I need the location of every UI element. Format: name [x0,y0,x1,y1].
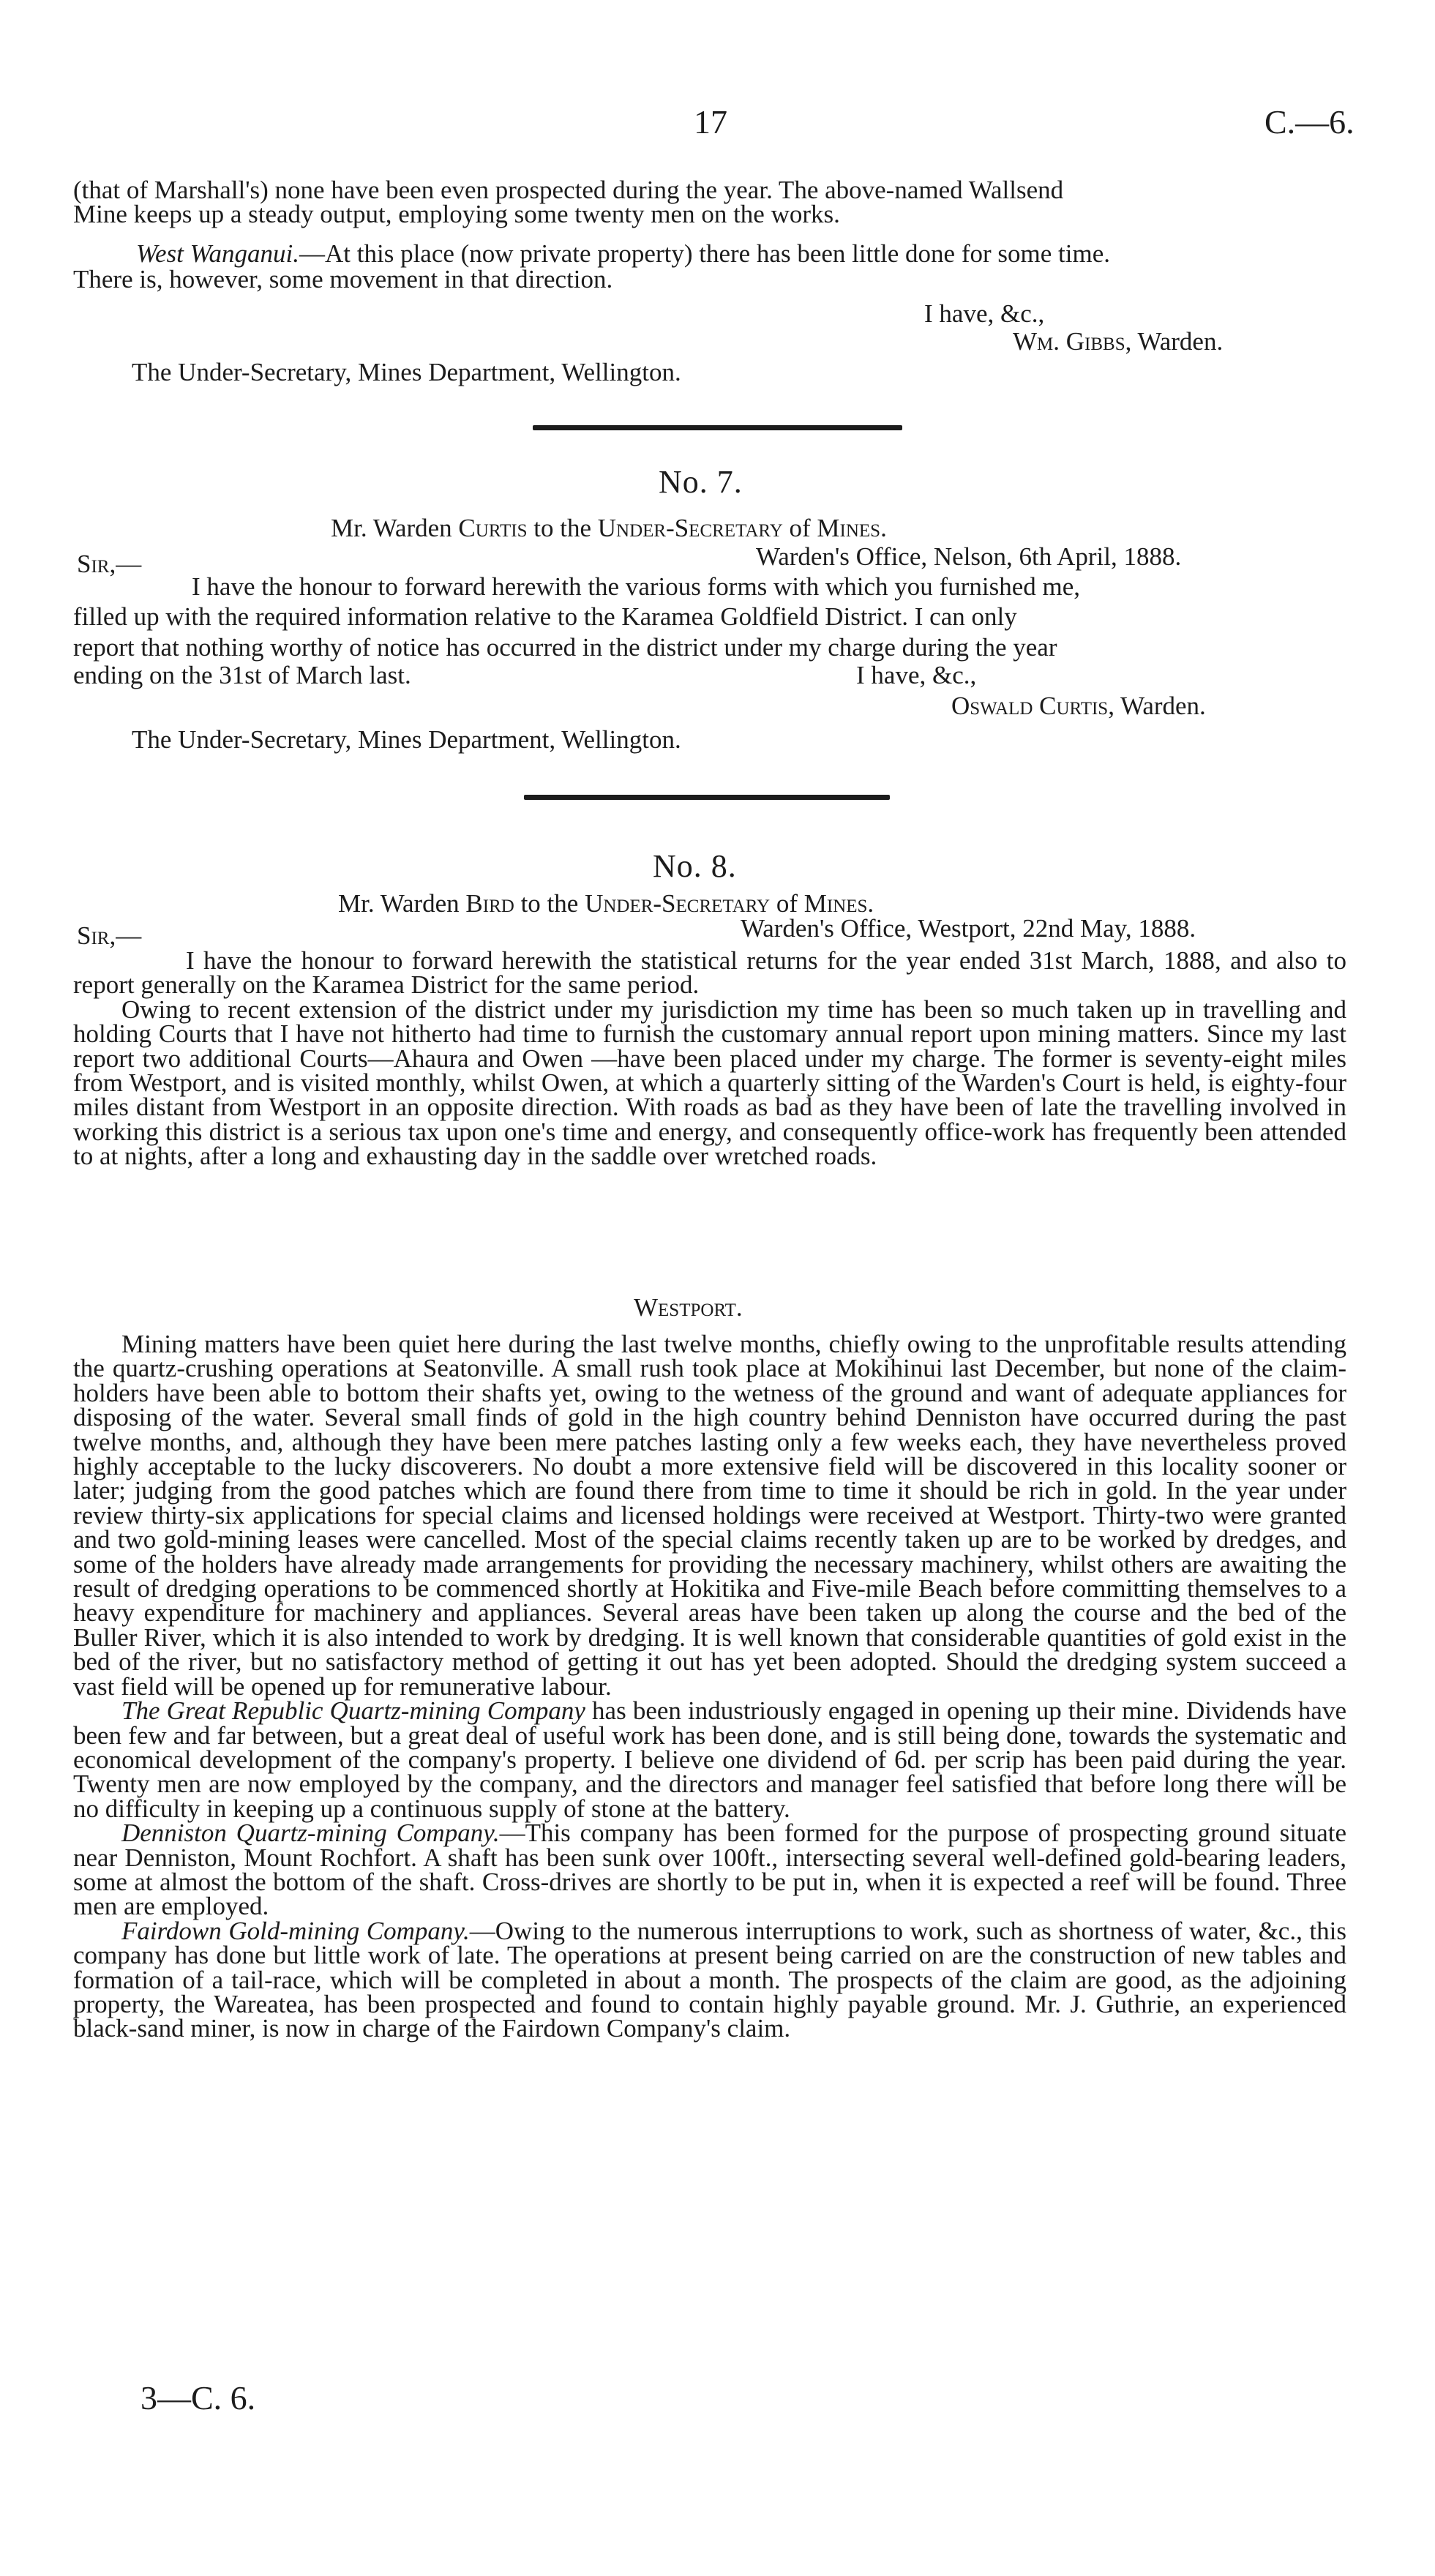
west-wanganui-text: —At this place (now private property) there has been little done for some time. [299,239,1110,268]
fairdown-text: —Owing to the numerous interruptions to work, such as shortness of water, &c., this company has done but little work of late. The operations at present being carried on are the construction of new tables and formation of a tail-race, which will be completed in about a month. The prospects of the claim are good, as the adjoining property, the Wareatea, has been prospected and found to contain highly payable ground. Mr. J. Guthrie, an experienced black-sand miner, is now in charge of the Fairdown Company's claim. [73,1916,1346,2043]
no7-line-4: ending on the 31st of March last. [73,661,411,689]
no7-line-1: I have the honour to forward herewith the various forms with which you furnished me, [192,572,1080,601]
continuation-line-4: There is, however, some movement in that direction. [73,265,613,293]
no8-subtitle-target: Under-Secretary [585,889,771,918]
no8-subtitle-to: to the [520,889,579,918]
no8-paragraph-4 [73,1696,1347,1823]
no7-subtitle-of: of [789,514,811,542]
westport-heading: Westport. [634,1293,743,1322]
great-republic-text: has been industriously engaged in opening up their mine. Dividends have been few and far between, but a great deal of useful work has been done, and is still being done, towards the systematic and economical development of the company's property. I believe one dividend of 6d. per scrip has been paid during the year. Twenty men are now employed by the company, and the directors and manager feel satisfied that before long there will be no difficulty in keeping up a continuous supply of stone at the battery. [73,1696,1347,1823]
fairdown-label: Fairdown Gold-mining Company. [121,1916,470,1945]
no7-sign-role: Warden. [1120,692,1206,720]
no7-line-2: filled up with the required information relative to the Karamea Goldfield District. I can only [73,602,1017,631]
no8-subtitle [338,891,874,916]
document-code: C.—6. [1264,103,1355,141]
west-wanganui-label: West Wanganui. [136,239,299,268]
no7-sign-name: Oswald Curtis, [951,692,1114,720]
no8-subtitle-prefix: Mr. Warden [338,889,460,918]
no7-subtitle-mines: Mines. [817,514,887,542]
no8-dateline: Warden's Office, Westport, 22nd May, 1888. [741,914,1196,943]
west-wanganui-line [136,239,1110,268]
continuation-line-1: (that of Marshall's) none have been even prospected during the year. The above-named Wallsend [73,176,1064,204]
no8-title: No. 8. [653,848,737,884]
no8-subtitle-name: Bird [465,889,514,918]
no8-paragraph-3: Mining matters have been quiet here during the last twelve months, chiefly owing to the unprofitable results attending the quartz-crushing operations at Seatonville. A small rush took place at Mokihinui last December, but none of the claim-holders have been able to bottom their shafts yet, owing to the wetness of the ground and want of adequate appliances for disposing of the water. Several small finds of gold in the high country behind Denniston have occurred during the past twelve months, and, although they have been mere patches lasting only a few weeks each, they have nevertheless proved highly acceptable to the lucky discoverers. No doubt a more extensive field will be discovered in this locality sooner or later; judging from the good patches which are found there from time to time it should be rich in gold. In the year under review thirty-six applications for special claims and licensed holdings were received at Westport. Thirty-two were granted and two gold-mining leases were cancelled. Most of the special claims recently taken up are to be worked by dredges, and some of the holders have already made arrangements for providing the necessary machinery, whilst others are awaiting the result of dredging operations to be commenced shortly at Hokitika and Five-mile Beach before committing themselves to a heavy expenditure for machinery and appliances. Several areas have been taken up along the course and the bed of the Buller River, which it is also intended to work by dredging. It is well known that considerable quantities of gold exist in the bed of the river, but no satisfactory method of getting it out has yet been adopted. Should the dredging system succeed a vast field will be opened up for remunerative labour. [73,1330,1346,1701]
no8-body-upper [73,948,1346,1169]
no7-subtitle-target: Under-Secretary [597,514,783,542]
no7-line-3: report that nothing worthy of notice has occurred in the district under my charge during the year [73,633,1057,662]
no8-subtitle-mines: Mines. [803,889,874,918]
continuation-addressee: The Under-Secretary, Mines Department, Wellington. [132,358,681,386]
no7-subtitle [331,516,887,540]
continuation-sign-role: Warden. [1137,327,1224,356]
no8-subtitle-of: of [776,889,798,918]
no7-dateline: Warden's Office, Nelson, 6th April, 1888. [756,542,1182,571]
denniston-text: —This company has been formed for the purpose of prospecting ground situate near Denniston, Mount Rochfort. A shaft has been sunk over 100ft., intersecting several well-defined gold-bearing leaders, some at almost the bottom of the shaft. Cross-drives are shortly to be put in, when it is expected a reef will be found. Three men are employed. [73,1819,1346,1921]
no8-paragraph-6 [73,1916,1346,2043]
section-divider [524,795,890,800]
no8-paragraph-1: I have the honour to forward herewith the statistical returns for the year ended 31st March, 1888, and also to report generally on the Karamea District for the same period. [73,946,1346,1000]
page-number: 17 [694,103,727,141]
great-republic-label: The Great Republic Quartz-mining Company [121,1696,585,1726]
no8-paragraph-2: Owing to recent extension of the district under my jurisdiction my time has been so much taken up in travelling and holding Courts that I have not hitherto had time to furnish the customary annual report upon mining matters. Since my last report two additional Courts—Ahaura and Owen —have been placed under my charge. The former is seventy-eight miles from Westport, and is visited monthly, whilst Owen, at which a quarterly sitting of the Warden's Court is held, is eighty-four miles distant from Westport in an opposite direction. With roads as bad as they have been of late the travelling involved in working this district is a serious tax upon one's time and energy, and consequently office-work has frequently been attended to at nights, after a long and exhausting day in the saddle over wretched roads. [73,995,1346,1171]
continuation-sign-i-have: I have, &c., [924,299,1045,328]
no8-salutation: Sir,— [77,921,142,950]
continuation-sign-name: Wm. Gibbs, [1013,327,1132,356]
no8-paragraph-5 [73,1821,1346,1919]
section-divider [533,425,902,430]
continuation-signature [1013,327,1224,356]
denniston-label: Denniston Quartz-mining Company. [121,1819,500,1848]
no7-title: No. 7. [659,464,743,500]
no7-addressee: The Under-Secretary, Mines Department, Wellington. [132,725,681,754]
no8-body-lower [73,1332,1346,2041]
continuation-line-2: Mine keeps up a steady output, employing some twenty men on the works. [73,200,840,228]
no7-salutation: Sir,— [77,550,142,578]
signature-mark: 3—C. 6. [140,2379,256,2416]
no7-sign-i-have: I have, &c., [856,661,977,689]
no7-subtitle-prefix: Mr. Warden [331,514,452,542]
no7-subtitle-to: to the [533,514,591,542]
no7-subtitle-name: Curtis [458,514,528,542]
no7-signature [951,694,1206,718]
